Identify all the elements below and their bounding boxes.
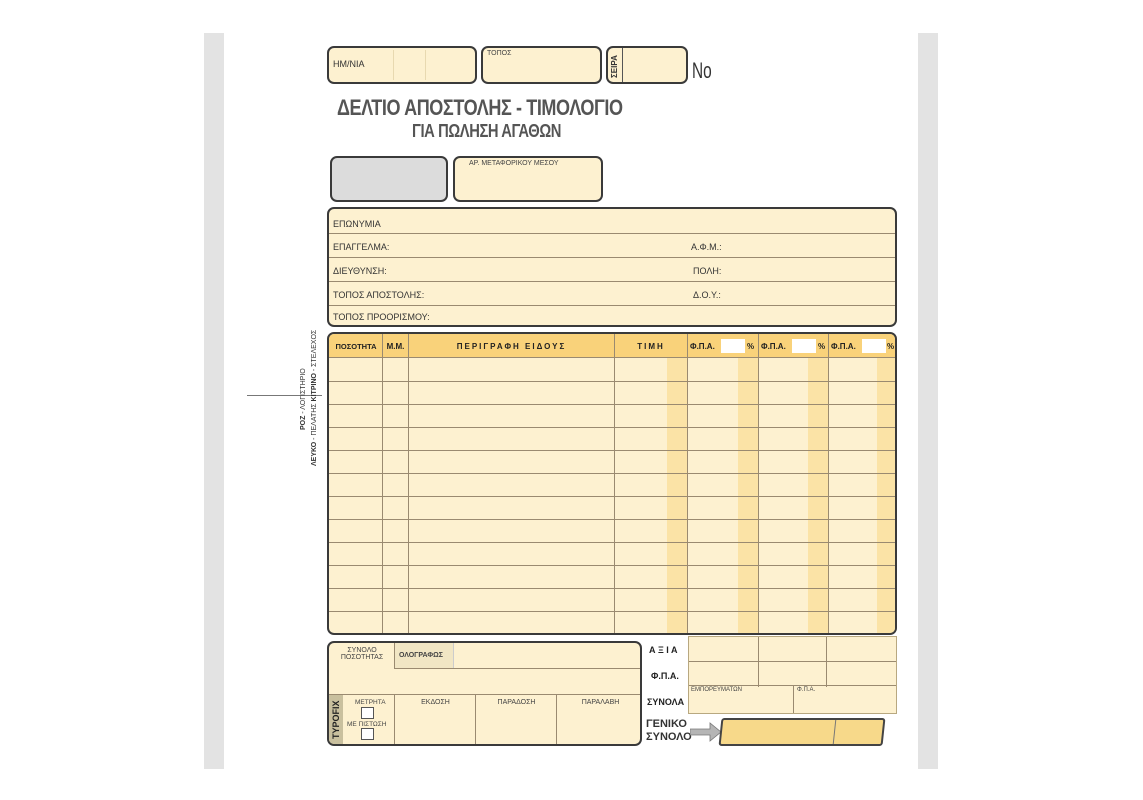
item-row-line — [329, 496, 895, 497]
city-label: ΠΟΛΗ: — [693, 266, 722, 276]
cash-checkbox[interactable] — [361, 707, 374, 719]
header-percent: % — [747, 342, 755, 351]
vehicle-number-field[interactable] — [453, 156, 603, 202]
vat-total-label: Φ.Π.Α. — [651, 671, 679, 681]
totals-grid — [688, 636, 897, 714]
in-words-field[interactable] — [453, 643, 642, 669]
vat2-rate-box[interactable] — [792, 339, 816, 353]
copy-note-bold: ΛΕΥΚΟ — [311, 441, 318, 466]
brand-logo: TYPOFIX — [331, 700, 341, 739]
copy-note-line2 — [311, 330, 318, 466]
grand-total-label-1: ΓΕΝΙΚΟ — [646, 718, 687, 730]
place-label: ΤΟΠΟΣ — [487, 50, 512, 57]
item-row-line — [329, 473, 895, 474]
header-vat1: Φ.Π.Α. — [690, 342, 715, 351]
row-divider — [329, 281, 895, 282]
vehicle-number-label: ΑΡ. ΜΕΤΑΦΟΡΙΚΟΥ ΜΕΣΟΥ — [469, 160, 559, 167]
totals-label: ΣΥΝΟΛΑ — [647, 697, 685, 707]
totals-row-line — [689, 661, 896, 662]
number-label: No — [692, 58, 712, 83]
goods-label: ΕΜΠΟΡΕΥΜΑΤΩΝ — [691, 687, 742, 693]
header-price: ΤΙΜΗ — [637, 342, 665, 351]
item-row-line — [329, 450, 895, 451]
item-row-line — [329, 427, 895, 428]
item-row-line — [329, 404, 895, 405]
copy-note-bold: ΡΟΖ — [300, 415, 307, 430]
date-field[interactable] — [327, 46, 477, 84]
copy-note-text: - ΛΟΓΙΣΤΗΡΙΟ — [300, 368, 307, 416]
issue-signature[interactable] — [395, 695, 476, 744]
dispatch-place-label: ΤΟΠΟΣ ΑΠΟΣΤΟΛΗΣ: — [333, 290, 425, 300]
totals-col-line — [826, 637, 827, 687]
left-margin-strip — [204, 33, 224, 769]
totals-col-line — [793, 685, 794, 713]
header-vat2: Φ.Π.Α. — [761, 342, 786, 351]
in-words-header — [395, 643, 453, 669]
total-quantity-label: ΣΥΝΟΛΟ ΠΟΣΟΤΗΤΑΣ — [340, 647, 384, 661]
vat3-rate-box[interactable] — [862, 339, 886, 353]
total-quantity-cell — [329, 643, 395, 669]
copy-note-text: - ΠΕΛΑΤΗΣ — [311, 401, 318, 442]
place-field[interactable] — [481, 46, 602, 84]
receipt-label: ΠΑΡΑΛΑΒΗ — [581, 699, 620, 706]
doy-label: Δ.Ο.Υ.: — [693, 290, 721, 300]
item-row-line — [329, 381, 895, 382]
header-quantity: ΠΟΣΟΤΗΤΑ — [335, 342, 377, 351]
grey-field[interactable] — [330, 156, 448, 202]
items-table — [327, 332, 897, 635]
payment-cell — [343, 695, 395, 744]
name-label: ΕΠΩΝΥΜΙΑ — [333, 219, 381, 229]
series-label: ΣΕΙΡΑ — [610, 55, 619, 78]
document-title: ΔΕΛΤΙΟ ΑΠΟΣΤΟΛΗΣ - ΤΙΜΟΛΟΓΙΟ — [337, 95, 623, 120]
item-row-line — [329, 542, 895, 543]
totals-col-line — [758, 637, 759, 687]
afm-label: Α.Φ.Μ.: — [691, 242, 722, 252]
address-label: ΔΙΕΥΘΥΝΣΗ: — [333, 266, 387, 276]
delivery-label: ΠΑΡΑΔΟΣΗ — [497, 699, 536, 706]
header-vat3: Φ.Π.Α. — [831, 342, 856, 351]
in-words-label: ΟΛΟΓΡΑΦΩΣ — [399, 652, 443, 659]
right-margin-strip — [918, 33, 938, 769]
issue-label: ΕΚΔΟΣΗ — [421, 699, 450, 706]
vat-small-label: Φ.Π.Α. — [797, 687, 816, 693]
row-divider — [329, 233, 895, 234]
credit-label: ΜΕ ΠΙΣΤΩΣΗ — [347, 721, 387, 728]
header-unit: Μ.Μ. — [386, 342, 405, 351]
footer-left-block — [327, 641, 642, 746]
profession-label: ΕΠΑΓΓΕΛΜΑ: — [333, 242, 390, 252]
copy-note-text: - ΣΤΕΛΕΧΟΣ — [311, 329, 318, 374]
value-label: Α Ξ Ι Α — [649, 645, 678, 655]
header-percent: % — [818, 342, 826, 351]
item-row-line — [329, 519, 895, 520]
arrow-icon-svg — [690, 720, 722, 744]
grand-total-divider — [833, 720, 837, 744]
arrow-icon — [690, 720, 722, 744]
date-divider — [425, 50, 426, 80]
copy-note-line1 — [300, 368, 307, 430]
copy-note-bold: ΚΙΤΡΙΝΟ — [311, 373, 318, 402]
item-row-line — [329, 565, 895, 566]
series-field[interactable] — [606, 46, 688, 84]
row-divider — [329, 305, 895, 306]
item-row-line — [329, 588, 895, 589]
date-label: ΗΜ/ΝΙΑ — [333, 59, 365, 69]
item-row-line — [329, 611, 895, 612]
receipt-signature[interactable] — [557, 695, 642, 744]
cash-label: ΜΕΤΡΗΤΑ — [355, 699, 386, 706]
vat1-rate-box[interactable] — [721, 339, 745, 353]
in-words-field-line2[interactable] — [395, 669, 642, 694]
credit-checkbox[interactable] — [361, 728, 374, 740]
grand-total-field[interactable] — [719, 718, 886, 746]
grand-total-label-2: ΣΥΝΟΛΟ — [646, 731, 692, 743]
destination-label: ΤΟΠΟΣ ΠΡΟΟΡΙΣΜΟΥ: — [333, 312, 430, 322]
delivery-signature[interactable] — [476, 695, 557, 744]
row-divider — [329, 257, 895, 258]
header-percent: % — [887, 342, 895, 351]
date-divider — [393, 50, 394, 80]
customer-block — [327, 207, 897, 327]
header-description: ΠΕΡΙΓΡΑΦΗ ΕΙΔΟΥΣ — [456, 342, 567, 351]
document-subtitle: ΓΙΑ ΠΩΛΗΣΗ ΑΓΑΘΩΝ — [412, 121, 561, 141]
